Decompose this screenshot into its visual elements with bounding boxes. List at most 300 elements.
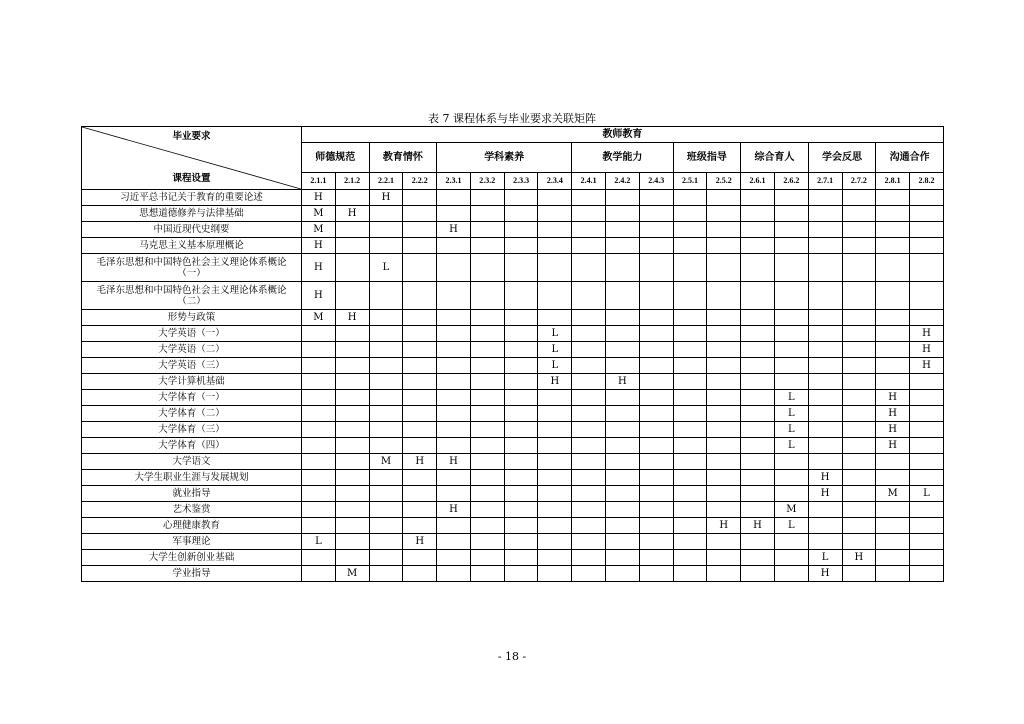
matrix-cell <box>910 470 944 486</box>
matrix-cell <box>538 550 572 566</box>
matrix-cell <box>437 518 471 534</box>
matrix-cell <box>504 390 538 406</box>
group-header: 学科素养 <box>437 143 572 172</box>
matrix-cell <box>470 438 504 454</box>
matrix-cell <box>403 206 437 222</box>
matrix-cell <box>437 438 471 454</box>
matrix-cell <box>639 206 673 222</box>
matrix-cell: L <box>538 326 572 342</box>
matrix-cell <box>572 486 606 502</box>
matrix-cell <box>707 374 741 390</box>
matrix-cell <box>403 486 437 502</box>
matrix-cell <box>741 358 775 374</box>
matrix-cell: H <box>808 566 842 582</box>
matrix-cell <box>572 282 606 310</box>
matrix-cell <box>369 358 403 374</box>
matrix-cell <box>470 486 504 502</box>
matrix-cell <box>437 470 471 486</box>
matrix-cell <box>741 406 775 422</box>
matrix-cell <box>538 406 572 422</box>
matrix-cell <box>504 326 538 342</box>
matrix-cell <box>302 502 336 518</box>
matrix-cell <box>707 190 741 206</box>
matrix-cell <box>842 254 876 282</box>
matrix-cell <box>437 374 471 390</box>
matrix-cell <box>842 454 876 470</box>
matrix-cell <box>504 486 538 502</box>
matrix-cell <box>606 238 640 254</box>
table-row <box>82 502 944 518</box>
matrix-cell <box>572 190 606 206</box>
matrix-cell <box>741 566 775 582</box>
matrix-cell <box>707 206 741 222</box>
matrix-cell: H <box>808 486 842 502</box>
matrix-cell <box>910 254 944 282</box>
matrix-cell <box>639 310 673 326</box>
matrix-cell <box>741 374 775 390</box>
matrix-cell <box>606 254 640 282</box>
table-row <box>82 566 944 582</box>
matrix-cell <box>369 238 403 254</box>
matrix-cell <box>538 566 572 582</box>
matrix-cell <box>335 390 369 406</box>
matrix-cell <box>808 190 842 206</box>
matrix-cell <box>302 486 336 502</box>
matrix-cell <box>369 470 403 486</box>
matrix-cell <box>707 406 741 422</box>
matrix-cell <box>808 438 842 454</box>
matrix-cell <box>470 190 504 206</box>
matrix-cell <box>639 422 673 438</box>
matrix-cell <box>639 534 673 550</box>
matrix-cell <box>302 550 336 566</box>
matrix-cell <box>639 486 673 502</box>
group-header: 教学能力 <box>572 143 673 172</box>
matrix-cell <box>538 470 572 486</box>
matrix-cell <box>470 374 504 390</box>
matrix-cell <box>774 342 808 358</box>
matrix-cell <box>910 550 944 566</box>
matrix-cell <box>910 310 944 326</box>
matrix-cell <box>842 238 876 254</box>
matrix-cell <box>538 454 572 470</box>
matrix-cell: H <box>302 282 336 310</box>
matrix-cell <box>504 502 538 518</box>
matrix-cell <box>910 222 944 238</box>
matrix-cell <box>504 518 538 534</box>
matrix-cell <box>403 518 437 534</box>
matrix-cell <box>842 422 876 438</box>
matrix-cell <box>842 282 876 310</box>
matrix-cell <box>504 358 538 374</box>
matrix-cell: H <box>910 326 944 342</box>
matrix-cell <box>403 282 437 310</box>
matrix-cell <box>741 390 775 406</box>
matrix-cell <box>606 502 640 518</box>
matrix-cell: M <box>302 222 336 238</box>
matrix-cell <box>808 358 842 374</box>
matrix-cell <box>369 534 403 550</box>
matrix-cell <box>774 238 808 254</box>
matrix-cell <box>808 374 842 390</box>
matrix-cell <box>673 518 707 534</box>
matrix-cell <box>707 390 741 406</box>
matrix-cell: M <box>774 502 808 518</box>
requirement-code: 2.6.1 <box>741 172 775 189</box>
matrix-cell <box>910 534 944 550</box>
table-row <box>82 438 944 454</box>
matrix-cell <box>470 222 504 238</box>
course-name: 大学英语（三） <box>82 358 302 374</box>
matrix-cell <box>470 310 504 326</box>
matrix-cell <box>707 438 741 454</box>
matrix-cell <box>842 438 876 454</box>
course-name: 形势与政策 <box>82 310 302 326</box>
matrix-cell <box>437 190 471 206</box>
requirement-code: 2.3.4 <box>538 172 572 189</box>
table-row <box>82 222 944 238</box>
course-name: 大学生职业生涯与发展规划 <box>82 470 302 486</box>
table-row <box>82 374 944 390</box>
matrix-cell <box>876 310 910 326</box>
matrix-cell <box>910 282 944 310</box>
matrix-cell <box>403 254 437 282</box>
matrix-cell: M <box>335 566 369 582</box>
matrix-cell: H <box>302 238 336 254</box>
course-name: 就业指导 <box>82 486 302 502</box>
matrix-cell: L <box>538 342 572 358</box>
matrix-cell <box>842 310 876 326</box>
matrix-cell <box>572 206 606 222</box>
matrix-cell <box>606 422 640 438</box>
matrix-cell <box>504 438 538 454</box>
matrix-cell: H <box>876 422 910 438</box>
matrix-cell <box>403 406 437 422</box>
matrix-cell <box>673 534 707 550</box>
matrix-cell <box>673 374 707 390</box>
matrix-cell <box>572 438 606 454</box>
matrix-cell <box>606 190 640 206</box>
matrix-cell: L <box>910 486 944 502</box>
matrix-cell <box>606 518 640 534</box>
course-name: 大学计算机基础 <box>82 374 302 390</box>
matrix-cell: H <box>741 518 775 534</box>
matrix-cell <box>673 454 707 470</box>
matrix-cell <box>808 310 842 326</box>
matrix-cell <box>369 502 403 518</box>
matrix-cell <box>572 310 606 326</box>
matrix-cell <box>774 534 808 550</box>
matrix-cell <box>606 390 640 406</box>
matrix-cell <box>403 422 437 438</box>
matrix-cell <box>437 534 471 550</box>
matrix-cell: H <box>707 518 741 534</box>
table-row <box>82 470 944 486</box>
matrix-cell <box>741 222 775 238</box>
matrix-cell <box>876 342 910 358</box>
matrix-cell <box>673 326 707 342</box>
matrix-cell <box>403 310 437 326</box>
matrix-cell <box>741 238 775 254</box>
matrix-cell <box>707 254 741 282</box>
requirement-code: 2.2.1 <box>369 172 403 189</box>
matrix-cell <box>403 358 437 374</box>
matrix-cell <box>808 534 842 550</box>
matrix-cell <box>774 282 808 310</box>
matrix-cell <box>606 438 640 454</box>
matrix-cell <box>910 206 944 222</box>
matrix-cell <box>639 222 673 238</box>
requirement-code: 2.3.3 <box>504 172 538 189</box>
group-header: 学会反思 <box>808 143 876 172</box>
matrix-cell: L <box>774 518 808 534</box>
matrix-cell <box>504 222 538 238</box>
matrix-cell <box>470 326 504 342</box>
matrix-cell <box>639 550 673 566</box>
matrix-cell <box>774 206 808 222</box>
matrix-cell <box>470 422 504 438</box>
matrix-cell <box>437 326 471 342</box>
matrix-cell <box>335 518 369 534</box>
matrix-cell <box>470 534 504 550</box>
matrix-cell <box>437 282 471 310</box>
matrix-cell <box>437 358 471 374</box>
table-row <box>82 310 944 326</box>
matrix-cell <box>572 406 606 422</box>
matrix-cell <box>538 206 572 222</box>
matrix-cell <box>335 282 369 310</box>
matrix-cell <box>437 254 471 282</box>
matrix-cell: M <box>369 454 403 470</box>
matrix-cell <box>302 566 336 582</box>
matrix-cell <box>639 190 673 206</box>
matrix-cell <box>538 282 572 310</box>
matrix-cell <box>808 282 842 310</box>
matrix-cell <box>403 190 437 206</box>
matrix-cell <box>842 206 876 222</box>
matrix-cell <box>910 566 944 582</box>
matrix-cell <box>572 566 606 582</box>
matrix-cell <box>335 438 369 454</box>
matrix-cell <box>403 390 437 406</box>
matrix-cell <box>403 438 437 454</box>
matrix-cell <box>572 502 606 518</box>
matrix-cell <box>369 374 403 390</box>
matrix-cell: H <box>403 454 437 470</box>
matrix-cell <box>842 222 876 238</box>
matrix-cell <box>910 502 944 518</box>
matrix-cell <box>572 342 606 358</box>
matrix-cell <box>876 254 910 282</box>
matrix-cell <box>774 326 808 342</box>
matrix-cell <box>437 486 471 502</box>
matrix-cell <box>538 238 572 254</box>
page-number: - 18 - <box>497 650 527 663</box>
matrix-cell <box>707 454 741 470</box>
matrix-cell <box>538 438 572 454</box>
matrix-cell <box>876 454 910 470</box>
corner-bottom-label: 课程设置 <box>172 173 211 184</box>
matrix-cell <box>335 238 369 254</box>
matrix-cell <box>538 190 572 206</box>
matrix-cell <box>437 342 471 358</box>
matrix-cell <box>707 310 741 326</box>
matrix-cell <box>403 566 437 582</box>
matrix-cell <box>673 222 707 238</box>
matrix-cell <box>335 374 369 390</box>
matrix-cell <box>437 406 471 422</box>
table-row <box>82 534 944 550</box>
matrix-cell <box>606 342 640 358</box>
matrix-cell <box>572 534 606 550</box>
requirement-code: 2.7.2 <box>842 172 876 189</box>
matrix-cell <box>842 470 876 486</box>
matrix-cell <box>606 486 640 502</box>
matrix-cell <box>504 238 538 254</box>
matrix-cell <box>876 534 910 550</box>
table-row <box>82 454 944 470</box>
matrix-cell <box>741 254 775 282</box>
matrix-cell: H <box>302 254 336 282</box>
matrix-cell <box>572 470 606 486</box>
matrix-cell <box>673 238 707 254</box>
matrix-cell <box>876 358 910 374</box>
matrix-cell: H <box>437 502 471 518</box>
matrix-cell <box>673 190 707 206</box>
matrix-cell <box>774 550 808 566</box>
matrix-cell <box>403 238 437 254</box>
matrix-cell <box>910 374 944 390</box>
table-row <box>82 406 944 422</box>
matrix-cell <box>504 190 538 206</box>
matrix-cell <box>707 282 741 310</box>
matrix-cell: H <box>369 190 403 206</box>
matrix-cell <box>369 422 403 438</box>
matrix-cell <box>470 454 504 470</box>
course-name: 学业指导 <box>82 566 302 582</box>
matrix-cell <box>673 502 707 518</box>
matrix-cell <box>606 206 640 222</box>
matrix-cell <box>707 502 741 518</box>
matrix-cell <box>639 358 673 374</box>
group-header: 班级指导 <box>673 143 741 172</box>
table-row <box>82 486 944 502</box>
matrix-cell <box>808 502 842 518</box>
matrix-cell <box>335 358 369 374</box>
matrix-cell <box>302 390 336 406</box>
matrix-cell <box>302 422 336 438</box>
matrix-cell <box>639 566 673 582</box>
matrix-cell <box>707 326 741 342</box>
matrix-cell <box>606 454 640 470</box>
matrix-cell <box>572 238 606 254</box>
matrix-cell <box>639 502 673 518</box>
matrix-cell <box>707 550 741 566</box>
matrix-cell <box>741 282 775 310</box>
matrix-cell <box>470 254 504 282</box>
matrix-cell <box>538 222 572 238</box>
matrix-cell <box>741 534 775 550</box>
matrix-cell <box>302 470 336 486</box>
matrix-cell <box>606 406 640 422</box>
matrix-cell <box>403 550 437 566</box>
matrix-cell <box>808 454 842 470</box>
matrix-cell <box>302 438 336 454</box>
group-header: 综合育人 <box>741 143 809 172</box>
matrix-cell <box>369 390 403 406</box>
matrix-cell: L <box>774 406 808 422</box>
matrix-cell <box>639 326 673 342</box>
matrix-cell <box>741 206 775 222</box>
table-row <box>82 550 944 566</box>
matrix-cell <box>707 566 741 582</box>
matrix-cell: H <box>437 222 471 238</box>
matrix-cell <box>876 518 910 534</box>
matrix-cell: L <box>808 550 842 566</box>
requirement-code: 2.3.2 <box>470 172 504 189</box>
matrix-cell <box>302 518 336 534</box>
matrix-cell <box>707 486 741 502</box>
matrix-cell: M <box>876 486 910 502</box>
table-row <box>82 238 944 254</box>
matrix-cell <box>504 454 538 470</box>
course-name: 心理健康教育 <box>82 518 302 534</box>
matrix-cell <box>403 222 437 238</box>
matrix-cell <box>876 550 910 566</box>
matrix-cell <box>606 534 640 550</box>
matrix-cell <box>876 374 910 390</box>
matrix-cell <box>470 502 504 518</box>
matrix-cell <box>673 550 707 566</box>
matrix-cell: H <box>437 454 471 470</box>
matrix-cell <box>538 486 572 502</box>
header-corner <box>82 127 302 190</box>
matrix-cell <box>842 390 876 406</box>
matrix-cell <box>335 190 369 206</box>
matrix-cell <box>876 326 910 342</box>
matrix-cell <box>572 518 606 534</box>
matrix-cell <box>302 342 336 358</box>
matrix-cell <box>335 502 369 518</box>
matrix-cell <box>639 254 673 282</box>
matrix-cell: L <box>774 438 808 454</box>
matrix-cell <box>606 282 640 310</box>
matrix-cell <box>335 326 369 342</box>
matrix-cell <box>437 238 471 254</box>
matrix-cell <box>470 238 504 254</box>
matrix-cell: H <box>842 550 876 566</box>
matrix-cell <box>504 406 538 422</box>
matrix-cell <box>403 470 437 486</box>
matrix-cell <box>606 222 640 238</box>
matrix-cell <box>673 390 707 406</box>
course-name: 大学英语（二） <box>82 342 302 358</box>
matrix-cell <box>639 374 673 390</box>
course-name: 军事理论 <box>82 534 302 550</box>
matrix-cell <box>910 190 944 206</box>
matrix-cell <box>842 534 876 550</box>
matrix-cell <box>572 222 606 238</box>
course-name: 大学体育（三） <box>82 422 302 438</box>
matrix-cell <box>369 222 403 238</box>
course-name: 毛泽东思想和中国特色社会主义理论体系概论（二） <box>82 282 302 310</box>
matrix-cell <box>335 486 369 502</box>
matrix-cell <box>369 518 403 534</box>
matrix-cell <box>572 358 606 374</box>
matrix-cell <box>437 566 471 582</box>
matrix-cell <box>639 390 673 406</box>
matrix-cell <box>639 342 673 358</box>
